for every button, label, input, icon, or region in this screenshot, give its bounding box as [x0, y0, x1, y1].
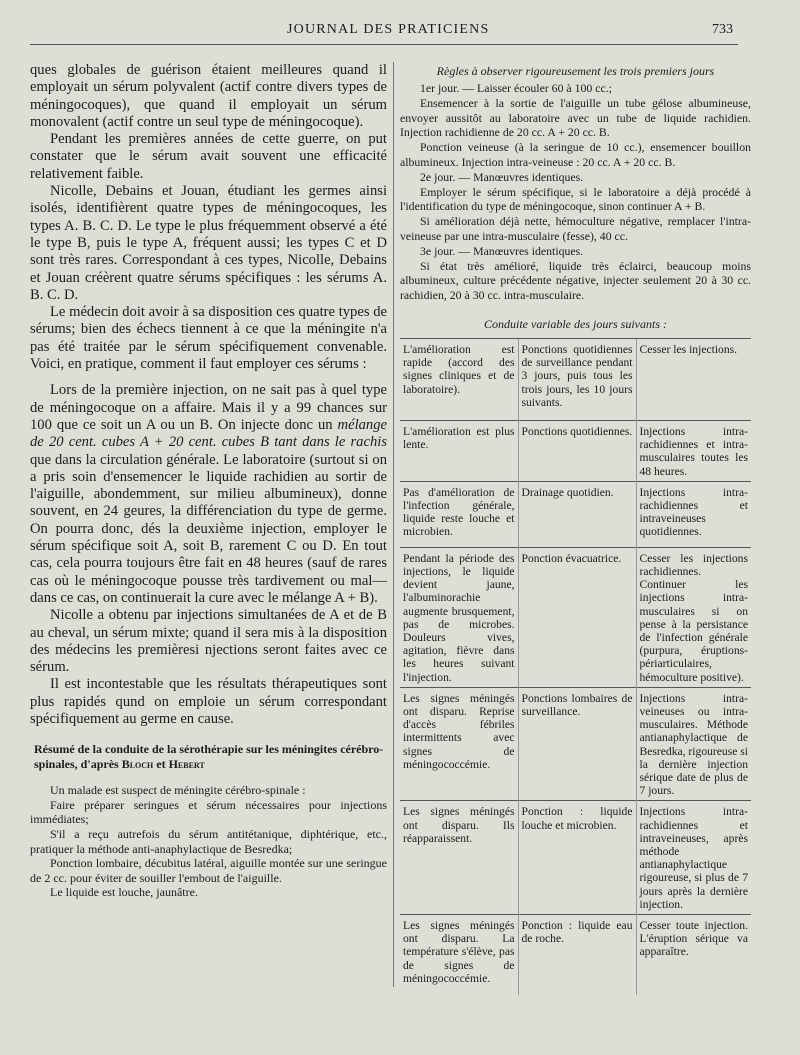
- small-paragraph-3: S'il a reçu autrefois du sérum antitétanique, diphtérique, etc., pratiquer la méthode anti-anaphylactique de Besredka;: [30, 827, 387, 856]
- small-paragraph-4: Ponction lombaire, décubitus latéral, aiguille montée sur une seringue de 2 cc. pour éviter de souiller l'embout de l'aiguille.: [30, 856, 387, 885]
- table-cell: Injections intra-veineuses ou intra-musculaires. Méthode antianaphylactique de Besredka, rigoureuse si la dernière injection sérique date de plus de 7 jours.: [636, 687, 751, 801]
- table-cell: Drainage quotidien.: [518, 481, 636, 547]
- table-row: [400, 547, 751, 687]
- table-cell: Cesser toute injection. L'éruption sérique va apparaître.: [636, 915, 751, 995]
- table-cell: L'amélioration est rapide (accord des signes cliniques et de laboratoire).: [400, 338, 518, 420]
- table-row: [400, 801, 751, 915]
- conduite-title: Conduite variable des jours suivants :: [484, 316, 667, 331]
- paragraph-5: [30, 382, 387, 607]
- small-paragraph-5: Le liquide est louche, jaunâtre.: [50, 885, 198, 900]
- table-cell: Ponction : liquide eau de roche.: [518, 915, 636, 995]
- journal-title: JOURNAL DES PRATICIENS: [287, 22, 490, 37]
- paragraph-3: Nicolle, Debains et Jouan, étudiant les germes ainsi isolés, identifièrent quatre types de méningocoques, les types A. B. C. D. Le type le plus fréquemment observé a été le type B, puis le type A, fréquent aussi; les types C et D sont très rares. Correspondant à ces types, Nicolle, Debains et Jouan créèrent quatre sérums spécifiques : les sérums A. B. C. D.: [30, 183, 387, 303]
- resume-et: et: [153, 757, 169, 772]
- small-paragraph-1: Un malade est suspect de méningite cérébro-spinale :: [50, 783, 306, 798]
- spacer: [30, 373, 387, 382]
- paragraph-6: Nicolle a obtenu par injections simultanées de A et de B au cheval, un sérum mixte; quand il sera mis à la disposition des médecins les premièresi njections seront faites avec ce sérum.: [30, 607, 387, 676]
- paragraph-1: ques globales de guérison étaient meilleures quand il employait un sérum polyvalent (actif contre divers types de méningocoques), que quand il employait un sérum monovalent (actif contre un seul type de méningocoque).: [30, 62, 387, 130]
- header-rule: [30, 44, 738, 45]
- paragraph-5-text-a: Lors de la première injection, on ne sait pas à quel type de méningocoque on a affaire. Mais il y a 99 chances sur 100 que ce soit un A ou un B. On injecte donc un: [30, 382, 387, 433]
- rule-6: Si amélioration déjà nette, hémoculture négative, remplacer l'intra-veineuse par une intra-musculaire (fesse), 40 cc.: [400, 214, 751, 243]
- right-column: [400, 64, 751, 995]
- table-row: [400, 481, 751, 547]
- table-cell: Ponctions quotidiennes.: [518, 420, 636, 481]
- table-cell: Ponctions lombaires de surveillance.: [518, 687, 636, 801]
- author-bloch: Bloch: [121, 757, 154, 772]
- table-row: [400, 915, 751, 995]
- small-paragraph-2: Faire préparer seringues et sérum nécessaires pour injections immédiates;: [30, 797, 387, 827]
- rule-5: Employer le sérum spécifique, si le laboratoire a déjà procédé à l'identification du type de méningocoque, sinon continuer A + B.: [400, 184, 751, 214]
- table-cell: Ponctions quotidiennes de surveillance pendant 3 jours, puis tous les trois jours, les 10 jours suivants.: [518, 338, 636, 420]
- left-column: [30, 62, 387, 900]
- paragraph-5-emphasis: mélange de 20 cent. cubes A + 20 cent. cubes B tant dans le rachis: [30, 416, 387, 451]
- paragraph-7: Il est incontestable que les résultats thérapeutiques sont plus rapidés qund on emploie un sérum correspondant spécifiquement au germe en cause.: [30, 676, 387, 727]
- rule-1: 1er jour. — Laisser écouler 60 à 100 cc.;: [420, 81, 612, 95]
- table-cell: Ponction : liquide louche et microbien.: [518, 801, 636, 915]
- table-row: [400, 338, 751, 420]
- table-cell: Les signes méningés ont disparu. La température s'élève, pas de signes de méningococcémie.: [400, 915, 518, 995]
- paragraph-2: Pendant les premières années de cette guerre, on put constater que le sérum avait souvent une efficacité relativement faible.: [30, 131, 387, 182]
- table-cell: Les signes méningés ont disparu. Reprise d'accès fébriles intermittents avec signes de méningococcémie.: [400, 687, 518, 801]
- rule-8: Si état très amélioré, liquide très éclairci, beaucoup moins albumineux, culture précédente négative, injecter seulement 20 à 30 cc. rachidien, 20 à 30 cc. intra-musculaire.: [400, 258, 751, 303]
- table-row: [400, 420, 751, 481]
- resume-title: [34, 742, 387, 772]
- conduite-table: [400, 338, 751, 995]
- column-divider: [393, 62, 394, 987]
- author-hebert: Hebert: [168, 757, 205, 772]
- table-cell: Injections intra-rachidiennes et intraveineuses quotidiennes.: [636, 481, 751, 547]
- rules-title: Règles à observer rigoureusement les trois premiers jours: [436, 64, 715, 78]
- table-cell: L'amélioration est plus lente.: [400, 420, 518, 481]
- table-cell: Injections intra-rachidiennes et intraveineuses, après méthode antianaphylactique rigoureuse, si plus de 7 jours après la dernière injection.: [636, 801, 751, 915]
- table-row: [400, 687, 751, 801]
- page-number: 733: [712, 22, 733, 37]
- table-cell: Les signes méningés ont disparu. Ils réapparaissent.: [400, 801, 518, 915]
- rule-3: Ponction veineuse (à la seringue de 10 cc.), ensemencer bouillon albumineux. Injection intra-veineuse : 20 cc. A + 20 cc. B.: [400, 140, 751, 169]
- resume-title-text: Résumé de la conduite de la sérothérapie sur les méningites cérébro-spinales, d'après: [34, 742, 384, 772]
- table-cell: Cesser les injections rachidiennes. Continuer les injections intra-musculaires si on pense à la persistance de l'infection générale (purpura, éruptions-périarticulaires, hémoculture positive).: [636, 547, 751, 687]
- rule-2: Ensemencer à la sortie de l'aiguille un tube gélose albumineuse, envoyer aussitôt au laboratoire avec un tube de liquide rachidien. Injection rachidienne de 20 cc. A + 20 cc. B.: [400, 95, 751, 140]
- rule-4: 2e jour. — Manœuvres identiques.: [420, 169, 584, 184]
- table-cell: Injections intra-rachidiennes et intra-musculaires toutes les 48 heures.: [636, 420, 751, 481]
- table-cell: Pas d'amélioration de l'infection générale, liquide reste louche et microbien.: [400, 481, 518, 547]
- table-cell: Cesser les injections.: [636, 338, 751, 420]
- rule-7: 3e jour. — Manœuvres identiques.: [420, 243, 584, 258]
- page-header: [0, 22, 800, 42]
- table-cell: Pendant la période des injections, le liquide devient jaune, l'albuminorachie augmente brusquement, pas de microbes. Douleurs vives, agitation, fièvre dans les heures suivant l'injection.: [400, 547, 518, 687]
- paragraph-4: Le médecin doit avoir à sa disposition ces quatre types de sérums; bien des échecs tiennent à ce que la méningite n'a pas été traitée par le sérum spécifiquement convenable. Voici, en pratique, comment il faut employer ces sérums :: [30, 304, 387, 373]
- table-cell: Ponction évacuatrice.: [518, 547, 636, 687]
- paragraph-5-text-c: que dans la circulation générale. Le laboratoire (surtout si on a pris soin d'ensemencer le liquide rachidien au sortir de l'aiguille, abondemment, sur milieu albumineux), donne souvent, en 24 geures, la différenciation du type de germe. On pourra donc, dés la deuxième injection, employer le sérum spécifique soit A, soit B, rarement C ou D. En tout cas, cela pourra toujours être fait en 48 heures (sauf de rares cas où le méningocoque pousse très tardivement ou mal— dans ce cas, on continuerait la cure avec le mélange A + B).: [30, 451, 387, 606]
